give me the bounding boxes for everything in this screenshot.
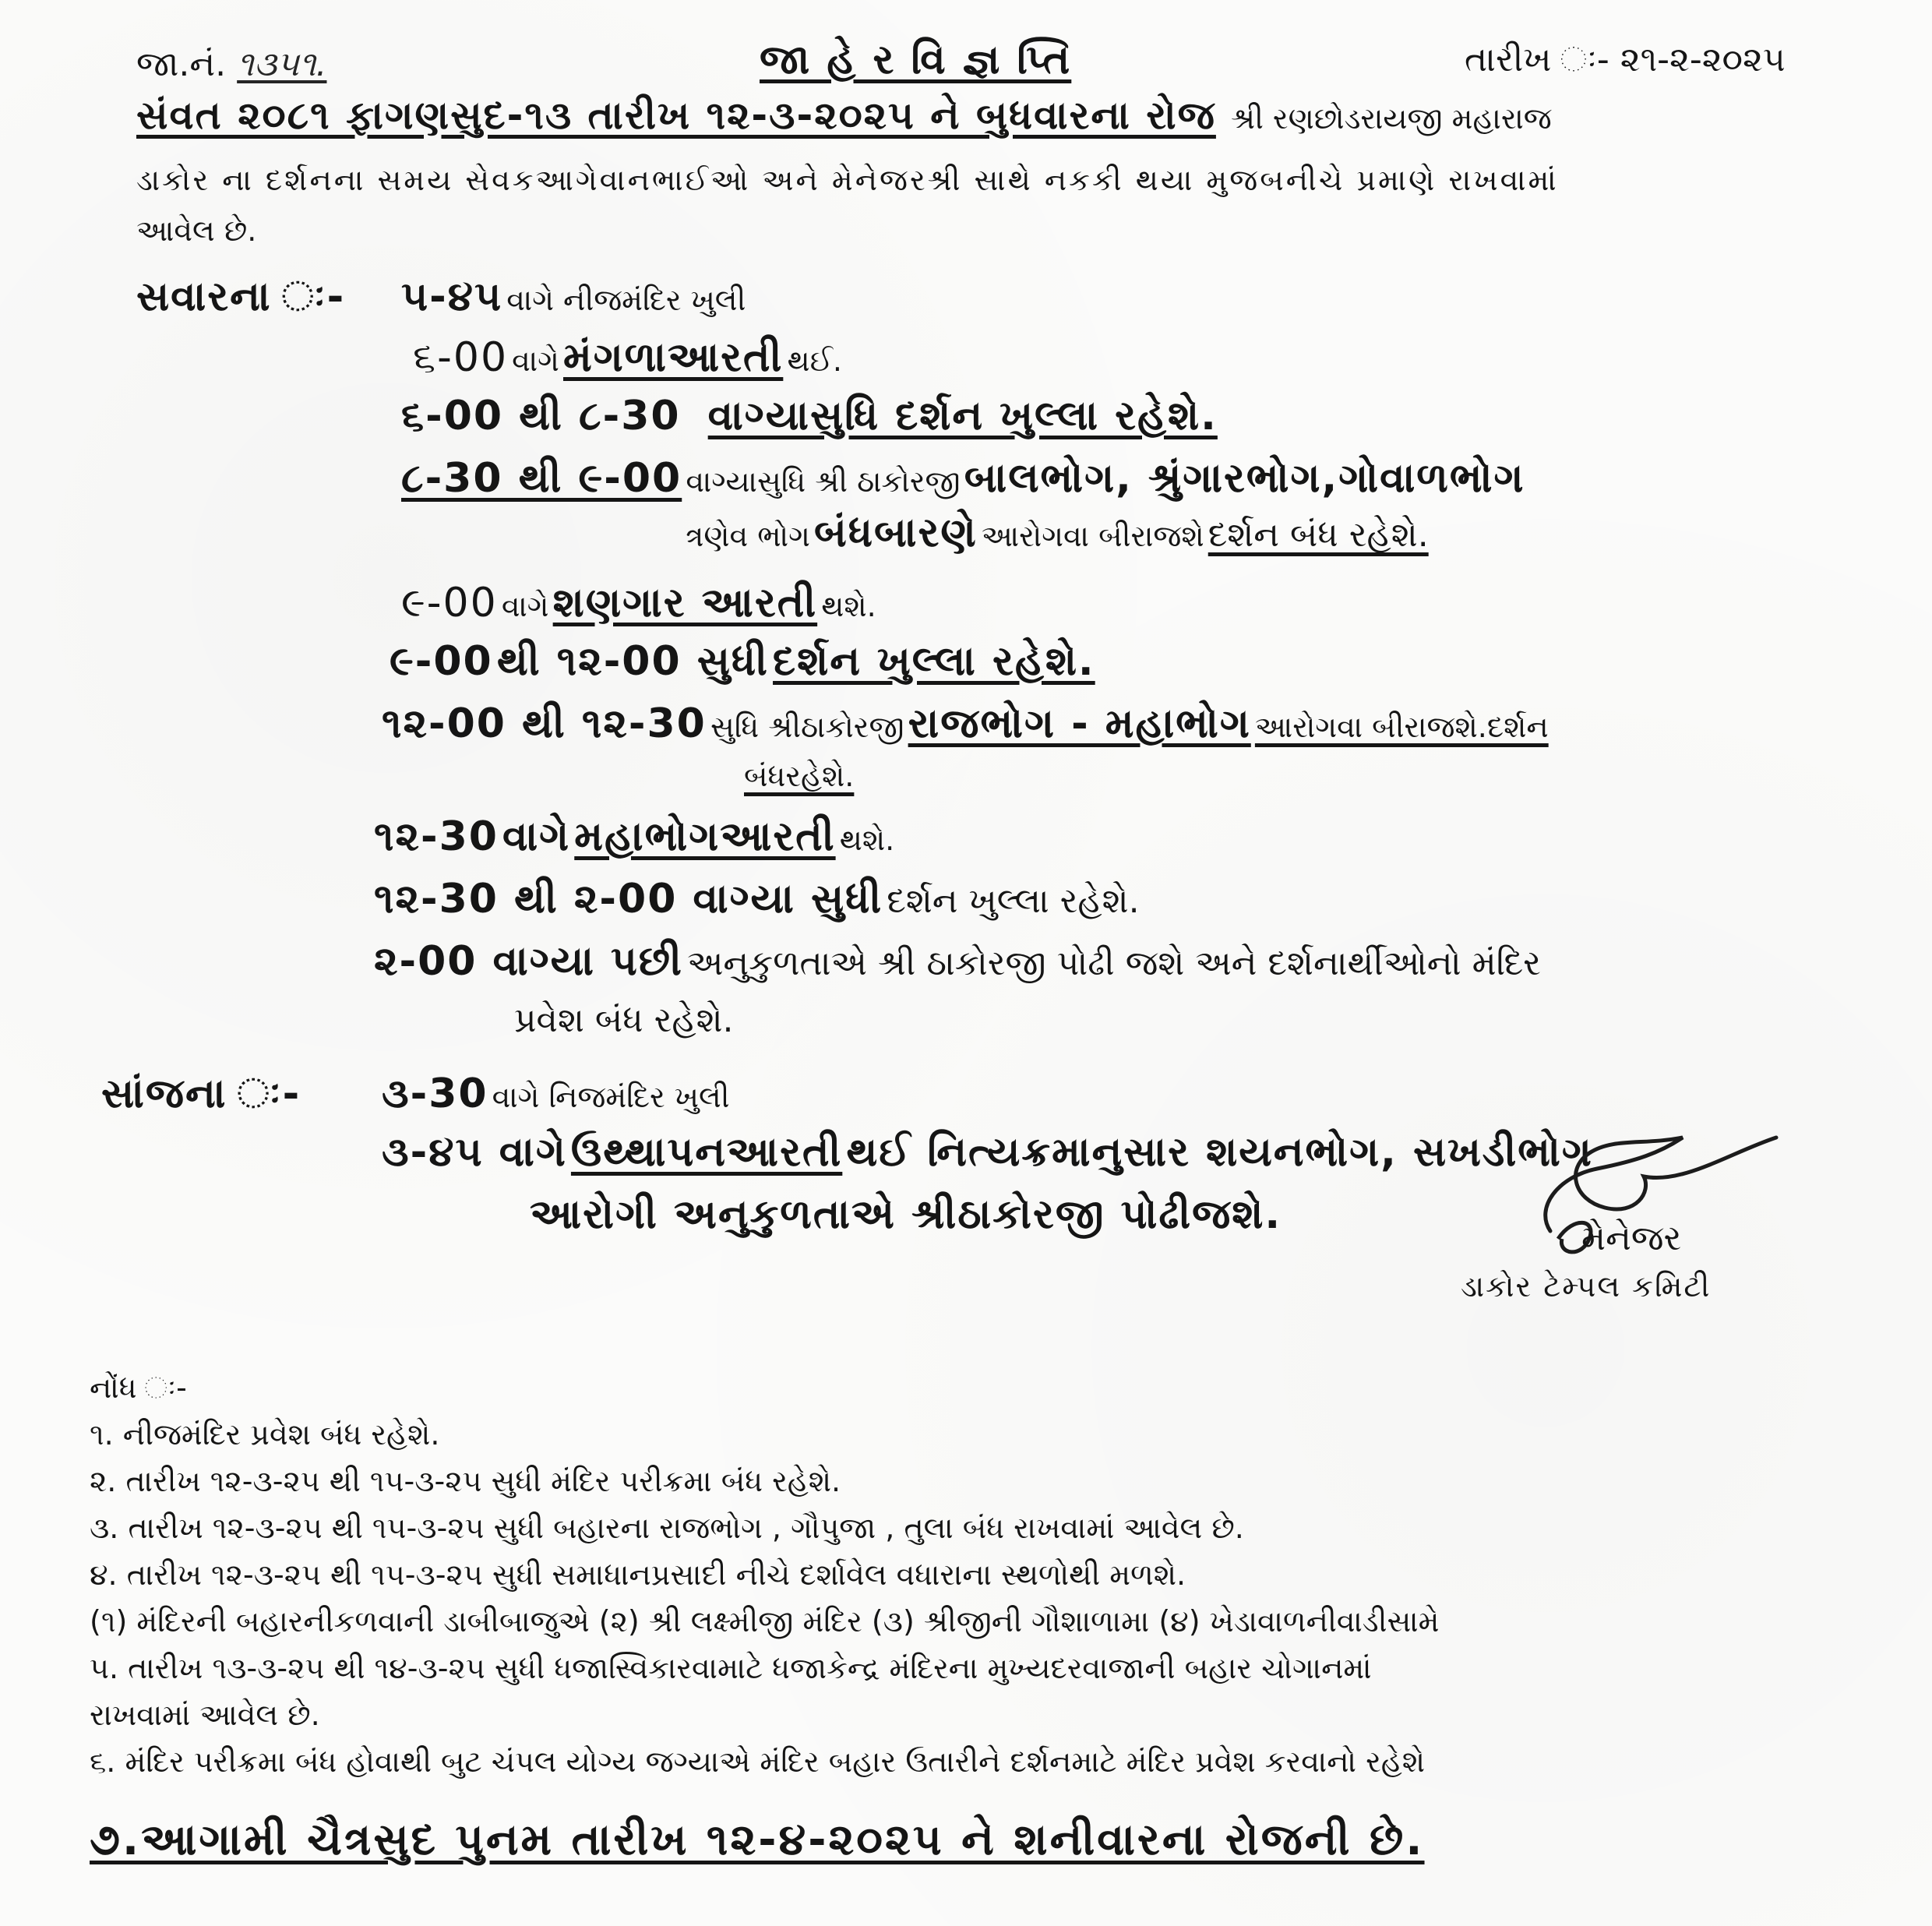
row-text-end: દર્શન બંધ રહેશે.	[1208, 515, 1429, 555]
note-item: ૪. તારીખ ૧૨-૩-૨૫ થી ૧૫-૩-૨૫ સુધી સમાધાનપ્રસાદી નીચે દર્શાવેલ વધારાના સ્થળોથી મળશે.	[90, 1557, 1186, 1592]
row-text-end: દર્શન ખુલ્લા રહેશે.	[887, 881, 1140, 921]
row-text-end: આરોગવા બીરાજશે.દર્શન	[1254, 710, 1549, 744]
note-item: (૧) મંદિરની બહારનીકળવાની ડાબીબાજુએ (૨) શ્રી લક્ષ્મીજી મંદિર (૩) શ્રીજીની ગૌશાળામા (૪) ખેડાવાળનીવાડીસામે	[90, 1604, 1440, 1639]
row-time: ૯-00	[401, 580, 498, 626]
note-item: ૩. તારીખ ૧૨-૩-૨૫ થી ૧૫-૩-૨૫ સુધી બહારના રાજભોગ , ગૌપુજા , તુલા બંધ રાખવામાં આવેલ છે.	[90, 1511, 1244, 1545]
row-text-mid: આરોગવા બીરાજશે	[981, 519, 1204, 553]
row-emphasis: દર્શન ખુલ્લા રહેશે.	[773, 638, 1095, 685]
row-time: ૯-00	[390, 638, 493, 685]
row-emphasis: મહાભોગઆરતી	[574, 813, 836, 860]
row-text: સુધિ શ્રીઠાકોરજી	[710, 710, 904, 744]
morning-row-2	[413, 335, 842, 382]
row-emphasis: બંધબારણે	[814, 510, 978, 556]
row-text-end: થશે.	[821, 589, 876, 623]
row-emphasis: શણગાર આરતી	[552, 580, 818, 626]
row-text-end: અનુકુળતાએ શ્રી ઠાકોરજી પોઢી જશે અને દર્શનાર્થીઓનો મંદિર	[686, 944, 1541, 983]
note-item: ૧. નીજમંદિર પ્રવેશ બંધ રહેશે.	[90, 1417, 440, 1452]
morning-row-4	[401, 456, 1525, 503]
row-text: ત્રણેવ ભોગ	[686, 519, 810, 553]
row-time: ૨-00 વાગ્યા પછી	[374, 938, 683, 985]
row-text: વાગે	[501, 589, 549, 623]
morning-row-1	[401, 274, 746, 321]
row-text: વાગ્યાસુધિ શ્રી ઠાકોરજી	[686, 464, 961, 499]
morning-row-10-cont: પ્રવેશ બંધ રહેશે.	[514, 1000, 734, 1040]
intro-line-1	[136, 93, 1552, 139]
note-item: ૨. તારીખ ૧૨-૩-૨૫ થી ૧૫-૩-૨૫ સુધી મંદિર પરીક્રમા બંધ રહેશે.	[90, 1464, 841, 1498]
row-emphasis: બાલભોગ, શ્રુંગારભોગ,ગોવાળભોગ	[964, 455, 1525, 502]
row-time: ૫-૪૫	[401, 273, 503, 320]
intro-event-date: સંવત ૨૦૮૧ ફાગણસુદ-૧૩ તારીખ ૧૨-૩-૨૦૨૫ ને બુધવારના રોજ	[136, 93, 1216, 138]
note-item-final: ૭.આગામી ચૈત્રસુદ પુનમ તારીખ ૧૨-૪-૨૦૨૫ ને શનીવારના રોજની છે.	[90, 1815, 1425, 1865]
notes-label: નોંધ ઃ-	[90, 1370, 187, 1405]
morning-row-8	[374, 814, 894, 861]
morning-row-10	[374, 939, 1541, 986]
row-text: થઈ નિત્યક્રમાનુસાર શયનભોગ, સખડીભોગ	[846, 1129, 1593, 1176]
row-text: વાગે નિજમંદિર ખુલી	[492, 1080, 730, 1114]
row-time: ૬-00 થી ૮-30	[401, 393, 681, 439]
intro-deity: શ્રી રણછોડરાયજી મહારાજ	[1231, 101, 1552, 136]
row-time: ૩-૪૫ વાગે	[382, 1129, 567, 1176]
row-text-end: થઈ.	[787, 344, 842, 378]
row-time: ૩-30	[382, 1071, 488, 1117]
morning-label: સવારના ઃ-	[136, 273, 346, 320]
intro-line-2: ડાકોર ના દર્શનના સમય સેવકઆગેવાનભાઈઓ અને મેનેજરશ્રી સાથે નકકી થયા મુજબનીચે પ્રમાણે રાખવામાં	[136, 163, 1559, 197]
morning-row-4-cont	[686, 510, 1429, 557]
document-date: તારીખ ઃ- ૨૧-૨-૨૦૨૫	[1465, 40, 1786, 79]
ref-label: જા.નં.	[136, 44, 227, 84]
reference-number	[136, 45, 326, 85]
row-emphasis: રાજભોગ - મહાભોગ	[908, 700, 1251, 747]
row-time: ૧૨-30 થી ૨-00 વાગ્યા સુધી	[374, 876, 883, 922]
row-emphasis: મંગળાઆરતી	[562, 334, 784, 381]
morning-row-7	[382, 701, 1549, 748]
row-time: ૧૨-30	[374, 813, 499, 860]
row-time: ૬-00	[413, 334, 509, 381]
morning-row-3	[401, 393, 1218, 440]
row-text: વાગે	[512, 344, 559, 378]
morning-row-6	[390, 639, 1095, 686]
row-text: વાગે	[502, 813, 571, 860]
signature-role: મેનેજર	[1581, 1219, 1682, 1258]
document-title: જા હે ર વિ જ્ઞ પ્તિ	[760, 37, 1072, 83]
row-text-end: થશે.	[839, 823, 895, 857]
morning-row-7-cont: બંધરહેશે.	[744, 759, 855, 793]
evening-row-1	[382, 1071, 730, 1118]
row-text: થી ૧૨-00 સુધી	[496, 638, 769, 685]
evening-row-3: આરોગી અનુકુળતાએ શ્રીઠાકોરજી પોઢીજશે.	[530, 1191, 1282, 1238]
note-item: ૬. મંદિર પરીક્રમા બંધ હોવાથી બુટ ચંપલ યોગ્ય જગ્યાએ મંદિર બહાર ઉતારીને દર્શનમાટે મંદિર પ્રવેશ કરવાનો રહેશે	[90, 1744, 1426, 1779]
signature-org: ડાકોર ટેમ્પલ કમિટી	[1461, 1269, 1712, 1303]
row-time: ૮-30 થી ૯-00	[401, 455, 682, 502]
morning-row-9	[374, 877, 1140, 923]
ref-value: ૧૩૫૧.	[237, 44, 327, 84]
row-time: ૧૨-00 થી ૧૨-30	[382, 700, 707, 747]
note-item: રાખવામાં આવેલ છે.	[90, 1698, 320, 1732]
row-emphasis: વાગ્યાસુધિ દર્શન ખુલ્લા રહેશે.	[707, 393, 1218, 439]
evening-label: સાંજના ઃ-	[101, 1071, 301, 1117]
morning-row-5	[401, 580, 876, 627]
row-text: વાગે નીજમંદિર ખુલી	[506, 283, 746, 317]
note-item: ૫. તારીખ ૧૩-૩-૨૫ થી ૧૪-૩-૨૫ સુધી ધજાસ્વિકારવામાટે ધજાકેન્દ્ર મંદિરના મુખ્યદરવાજાની બહાર ચોગાનમાં	[90, 1651, 1372, 1685]
evening-row-2	[382, 1130, 1593, 1176]
intro-line-3: આવેલ છે.	[136, 213, 257, 248]
row-emphasis: ઉથ્થાપનઆરતી	[570, 1129, 843, 1176]
